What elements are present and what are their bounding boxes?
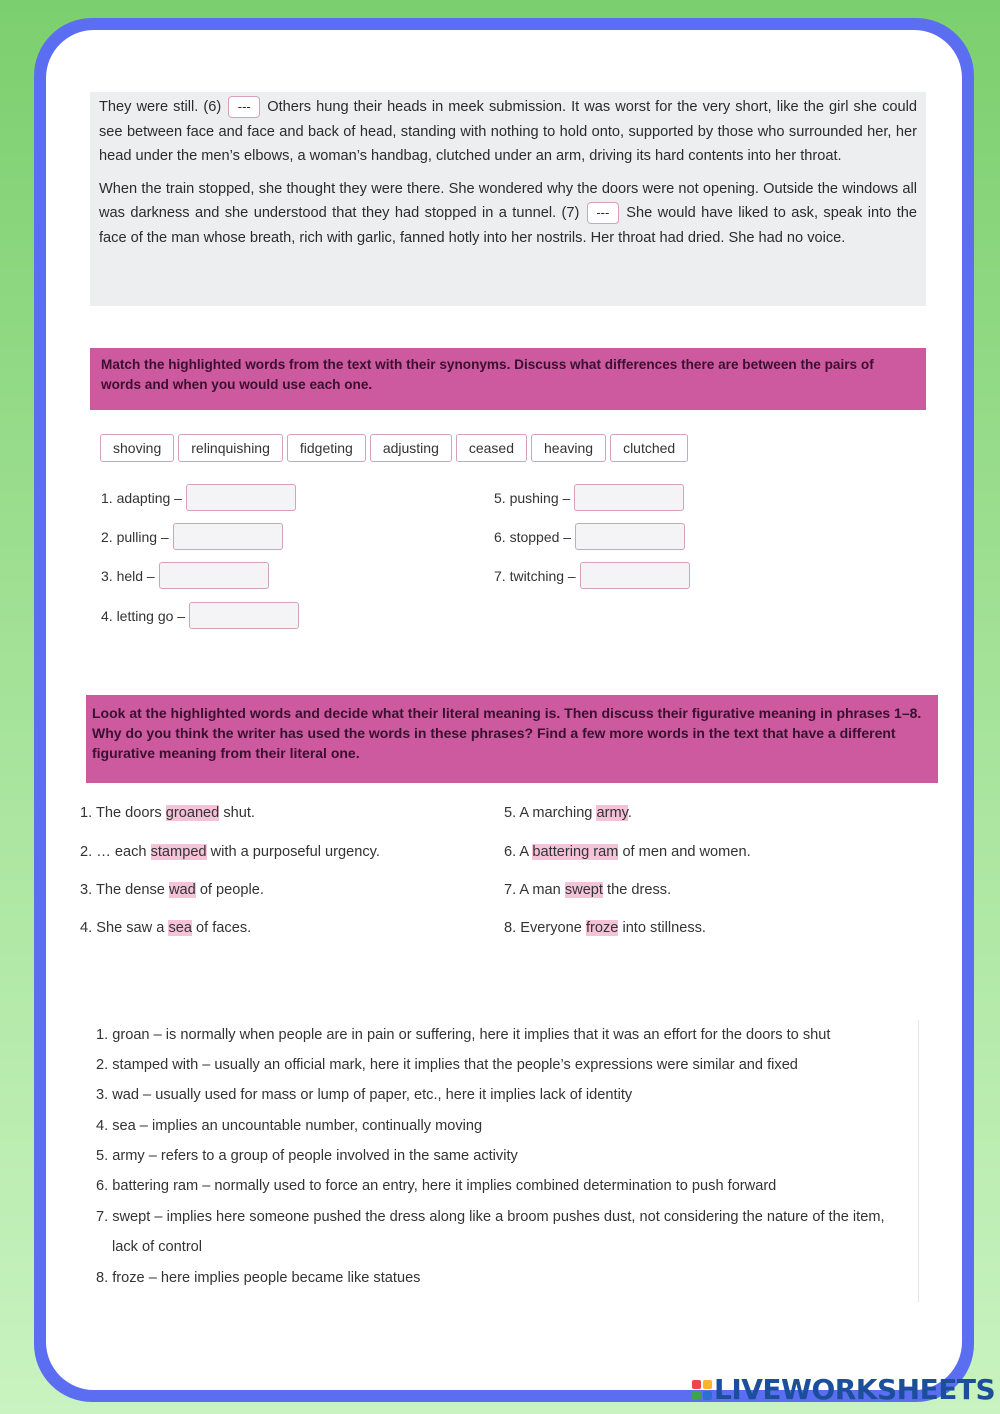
- word-chip-shoving[interactable]: shoving: [100, 434, 174, 462]
- logo-squares-icon: [692, 1380, 712, 1400]
- note-7-continued: lack of control: [112, 1239, 203, 1255]
- logo-square: [692, 1380, 701, 1389]
- match-drop-box-5[interactable]: [574, 484, 684, 511]
- match-label: 1. adapting –: [101, 489, 182, 506]
- phrase-7: 7. A man swept the dress.: [504, 882, 672, 898]
- highlighted-word: battering ram: [532, 844, 619, 860]
- match-label: 2. pulling –: [101, 528, 169, 545]
- worksheet: [46, 30, 962, 1390]
- match-item-3: [101, 562, 269, 589]
- passage-paragraph-2: [99, 177, 917, 251]
- gap-7-dropdown[interactable]: ---: [587, 202, 619, 224]
- logo-text: LIVEWORKSHEETS: [714, 1373, 996, 1406]
- note-6: 6. battering ram – normally used to force an entry, here it implies combined determination to push forward: [96, 1178, 777, 1194]
- word-chip-heaving[interactable]: heaving: [531, 434, 606, 462]
- match-item-5: [494, 484, 684, 511]
- match-item-4: [101, 602, 299, 629]
- word-chip-relinquishing[interactable]: relinquishing: [178, 434, 283, 462]
- highlighted-word: army: [596, 805, 628, 821]
- word-chip-fidgeting[interactable]: fidgeting: [287, 434, 366, 462]
- highlighted-word: groaned: [165, 805, 220, 821]
- word-chip-ceased[interactable]: ceased: [456, 434, 527, 462]
- highlighted-word: swept: [564, 882, 603, 898]
- word-chip-adjusting[interactable]: adjusting: [370, 434, 452, 462]
- phrase-3: 3. The dense wad of people.: [80, 882, 264, 898]
- word-bank: [100, 434, 688, 462]
- match-drop-box-4[interactable]: [189, 602, 299, 629]
- match-label: 5. pushing –: [494, 489, 571, 506]
- note-3: 3. wad – usually used for mass or lump of paper, etc., here it implies lack of identity: [96, 1087, 633, 1103]
- reading-passage: [90, 92, 926, 306]
- passage-text: She would have liked to ask, speak into the face of the man whose breath, rich with garlic, fanned hotly into her nostrils. Her throat had dried. She had no voice.: [99, 205, 917, 246]
- match-drop-box-7[interactable]: [580, 562, 690, 589]
- figurative-instruction: Look at the highlighted words and decide what their literal meaning is. Then discuss their figurative meaning in phrases 1–8. Why do you think the writer has used the words in these phrases? Find a few more words in the text that have a different figurative meaning from their literal one.: [86, 695, 938, 783]
- note-7: 7. swept – implies here someone pushed the dress along like a broom pushes dust, not considering the nature of the item,: [96, 1209, 885, 1225]
- word-chip-clutched[interactable]: clutched: [610, 434, 688, 462]
- note-1: 1. groan – is normally when people are in pain or suffering, here it implies that it was an effort for the doors to shut: [96, 1027, 831, 1043]
- match-label: 6. stopped –: [494, 528, 572, 545]
- match-item-7: [494, 562, 690, 589]
- highlighted-word: froze: [585, 920, 619, 936]
- highlighted-word: wad: [168, 882, 196, 898]
- note-5: 5. army – refers to a group of people involved in the same activity: [96, 1148, 518, 1164]
- synonyms-instruction: Match the highlighted words from the text with their synonyms. Discuss what differences there are between the pairs of words and when you would use each one.: [90, 348, 926, 410]
- highlighted-word: stamped: [150, 844, 207, 860]
- phrase-5: 5. A marching army.: [504, 805, 632, 821]
- passage-text: Others hung their heads in meek submission. It was worst for the very short, like the girl she could see between face and face and back of head, standing with nothing to hold onto, supported by those who surrounded her, her head under the men’s elbows, a woman’s handbag, clutched under an arm, driving its hard contents into her throat.: [99, 99, 917, 164]
- passage-text: They were still. (6): [99, 99, 222, 115]
- note-2: 2. stamped with – usually an official mark, here it implies that the people’s expressions were similar and fixed: [96, 1057, 798, 1073]
- page-frame: [34, 18, 974, 1402]
- match-item-1: [101, 484, 296, 511]
- match-label: 3. held –: [101, 567, 155, 584]
- logo-square: [692, 1391, 701, 1400]
- match-item-2: [101, 523, 283, 550]
- gap-6-dropdown[interactable]: ---: [228, 96, 260, 118]
- match-drop-box-6[interactable]: [575, 523, 685, 550]
- phrase-2: 2. … each stamped with a purposeful urgency.: [80, 844, 380, 860]
- match-label: 7. twitching –: [494, 567, 576, 584]
- passage-text: When the train stopped, she thought they were there. She wondered why the doors were not opening. Outside the windows all was darkness and she understood that they had stopped in a tunnel. (7): [99, 180, 917, 221]
- phrase-4: 4. She saw a sea of faces.: [80, 920, 252, 936]
- note-8: 8. froze – here implies people became like statues: [96, 1270, 421, 1286]
- match-drop-box-1[interactable]: [186, 484, 296, 511]
- logo-square: [703, 1391, 712, 1400]
- logo-square: [703, 1380, 712, 1389]
- phrase-1: 1. The doors groaned shut.: [80, 805, 255, 821]
- note-4: 4. sea – implies an uncountable number, continually moving: [96, 1118, 483, 1134]
- match-drop-box-3[interactable]: [159, 562, 269, 589]
- match-label: 4. letting go –: [101, 607, 186, 624]
- phrase-8: 8. Everyone froze into stillness.: [504, 920, 706, 936]
- match-item-6: [494, 523, 685, 550]
- phrase-6: 6. A battering ram of men and women.: [504, 844, 751, 860]
- match-drop-box-2[interactable]: [173, 523, 283, 550]
- answer-notes: [86, 1020, 919, 1302]
- highlighted-word: sea: [168, 920, 192, 936]
- passage-paragraph-1: [99, 92, 917, 169]
- liveworksheets-logo: [692, 1374, 995, 1406]
